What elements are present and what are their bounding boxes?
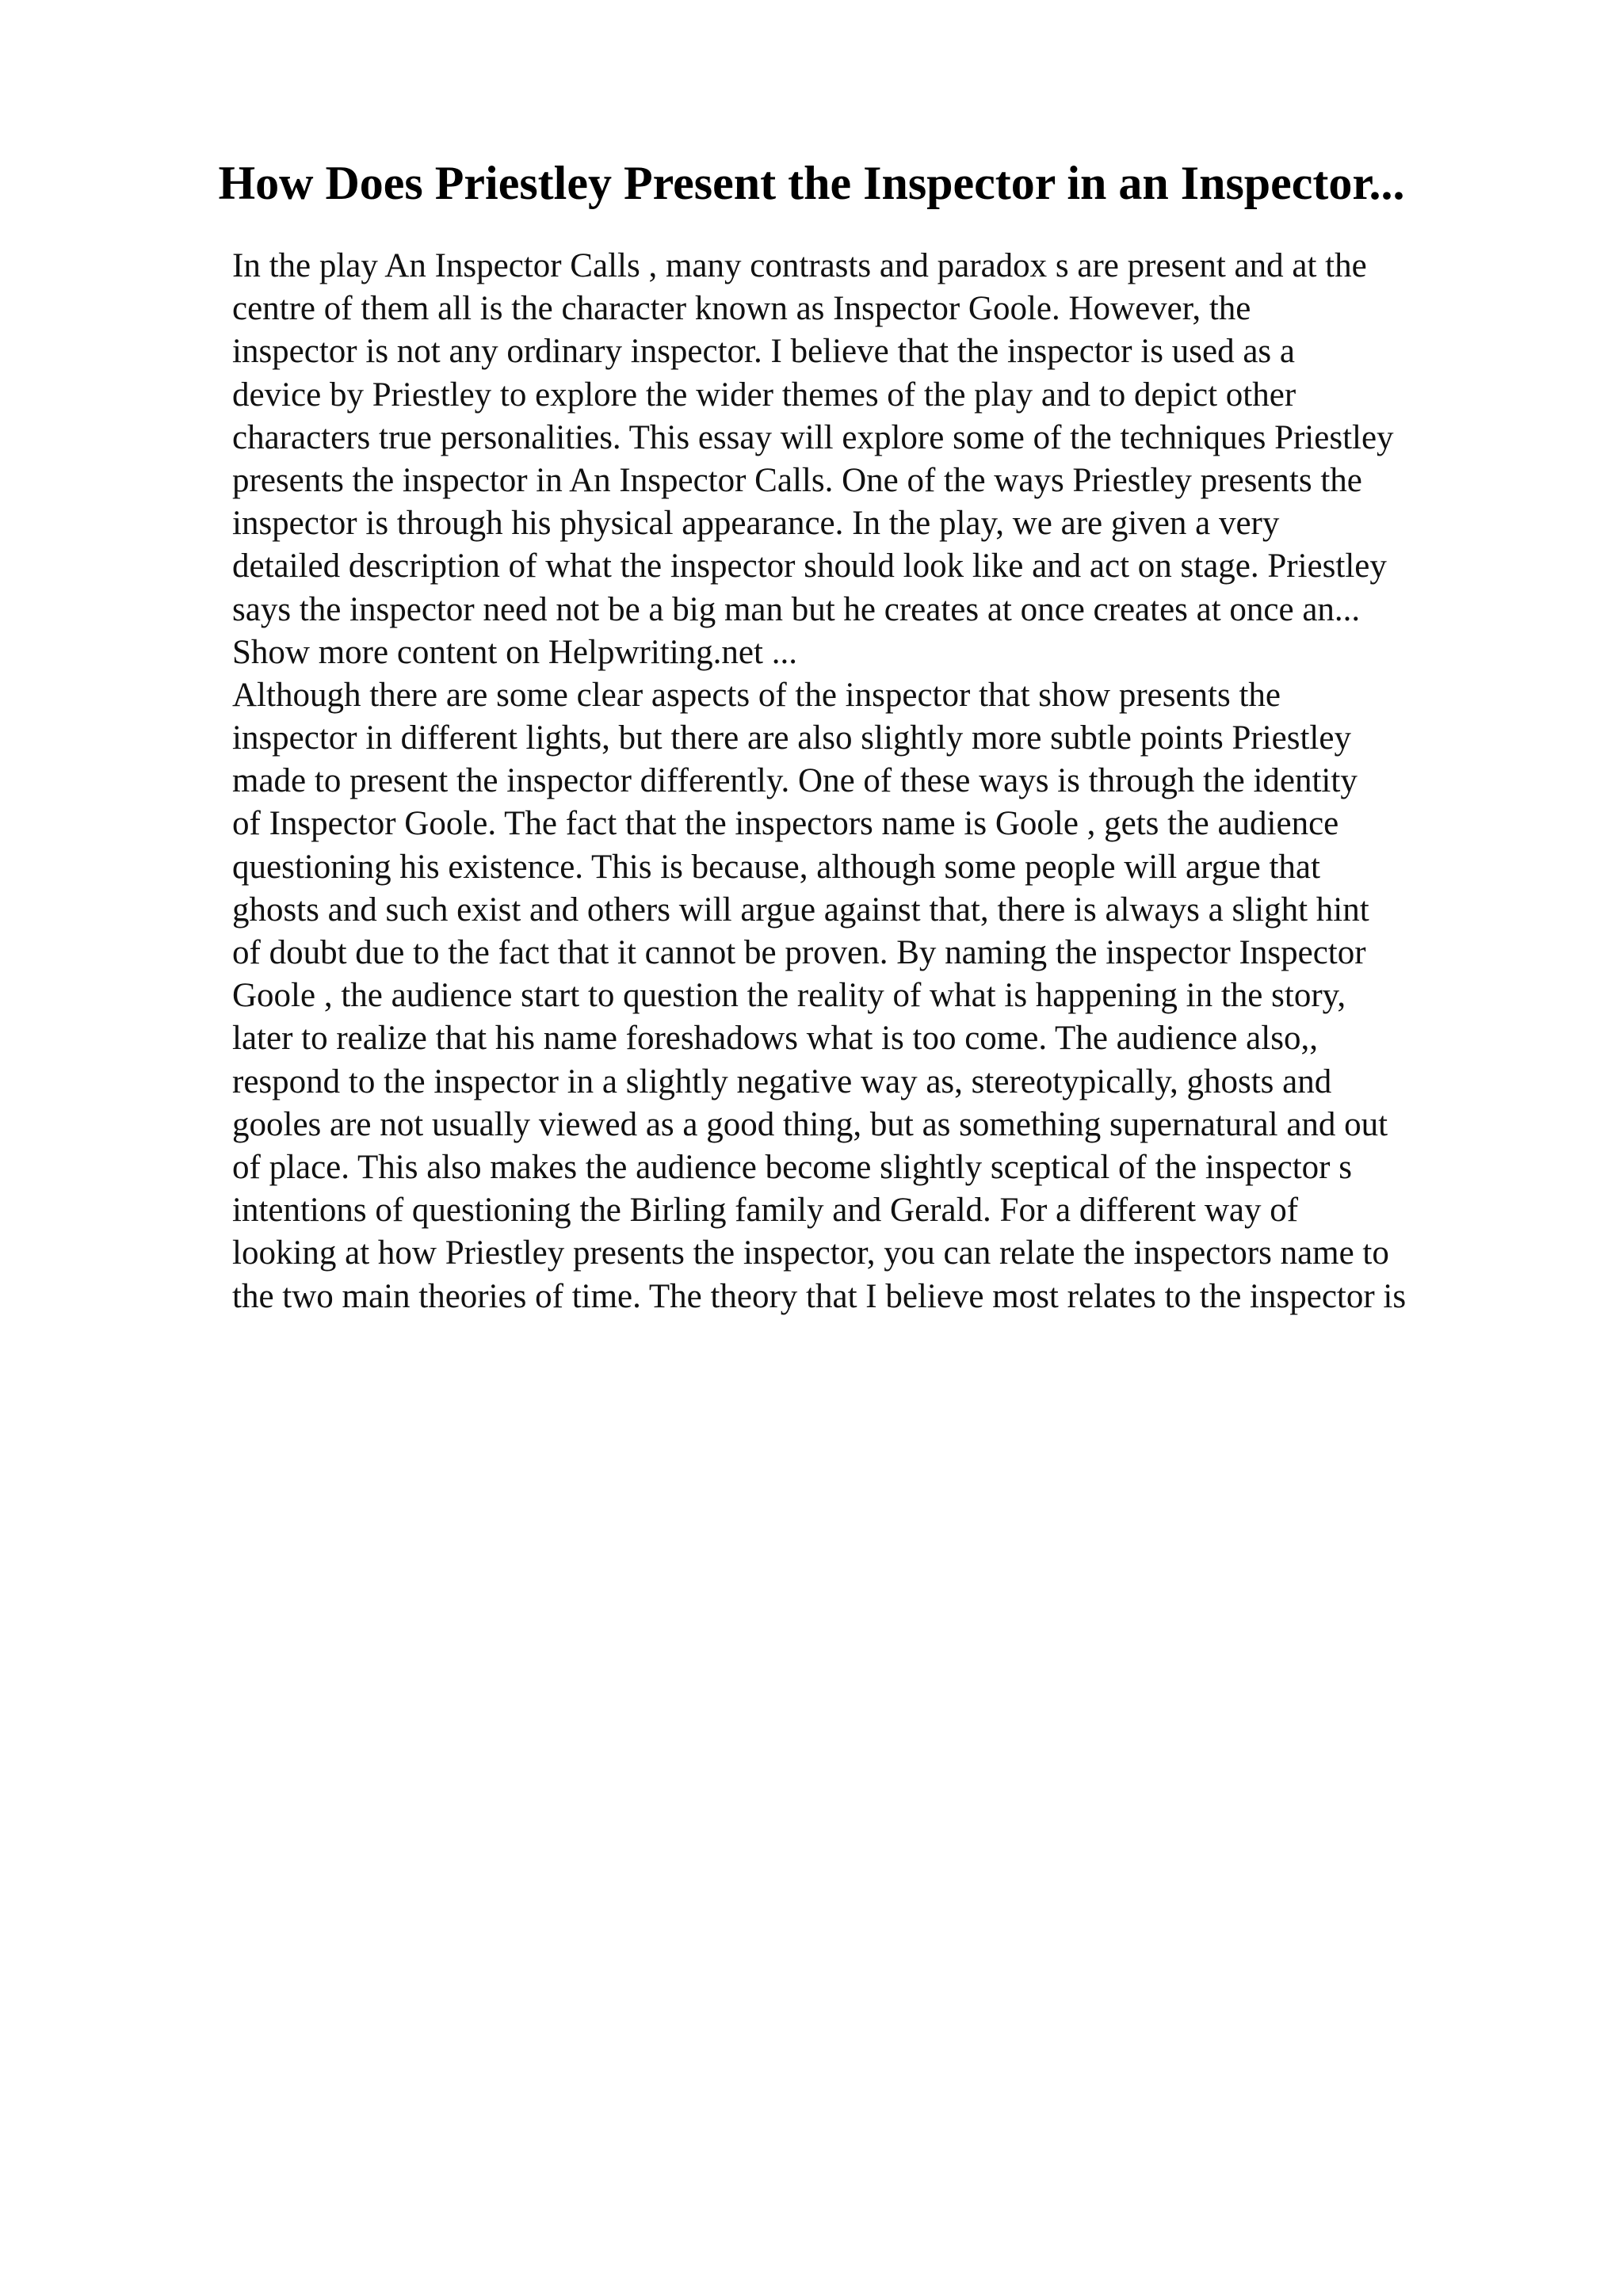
body-line: device by Priestley to explore the wider themes of the play and to depict other [232,376,1296,414]
body-line: In the play An Inspector Calls , many contrasts and paradox s are present and at the [232,247,1367,284]
body-line: Although there are some clear aspects of the inspector that show presents the [232,676,1281,714]
body-line: looking at how Priestley presents the inspector, you can relate the inspectors name to [232,1234,1389,1272]
body-line: made to present the inspector differently. One of these ways is through the identity [232,762,1358,800]
body-line: ghosts and such exist and others will argue against that, there is always a slight hint [232,891,1369,929]
body-line: the two main theories of time. The theory that I believe most relates to the inspector is [232,1277,1407,1315]
show-more-link[interactable]: Show more content on Helpwriting.net ... [232,633,797,671]
body-line: of doubt due to the fact that it cannot be proven. By naming the inspector Inspector [232,934,1366,971]
body-line: Goole , the audience start to question the reality of what is happening in the story, [232,977,1346,1015]
body-line: intentions of questioning the Birling family and Gerald. For a different way of [232,1192,1299,1230]
body-line: centre of them all is the character known as Inspector Goole. However, the [232,290,1251,328]
body-line: presents the inspector in An Inspector Calls. One of the ways Priestley presents the [232,461,1362,499]
body-line: respond to the inspector in a slightly negative way as, stereotypically, ghosts and [232,1062,1332,1100]
body-line: inspector in different lights, but there are also slightly more subtle points Priestley [232,719,1351,757]
body-line: inspector is not any ordinary inspector. I believe that the inspector is used as a [232,333,1295,371]
body-line: questioning his existence. This is because, although some people will argue that [232,848,1320,886]
body-line: later to realize that his name foreshadows what is too come. The audience also,, [232,1020,1318,1058]
document-body [232,245,1516,1318]
body-line: detailed description of what the inspector should look like and act on stage. Priestley [232,547,1387,585]
body-line: characters true personalities. This essay will explore some of the techniques Priestley [232,418,1394,456]
body-line: gooles are not usually viewed as a good thing, but as something supernatural and out [232,1105,1388,1143]
body-line: says the inspector need not be a big man but he creates at once creates at once an... [232,590,1361,628]
body-line: inspector is through his physical appearance. In the play, we are given a very [232,505,1280,543]
document-title: How Does Priestley Present the Inspector in an Inspector... [218,157,1405,209]
body-line: of place. This also makes the audience become slightly sceptical of the inspector s [232,1148,1352,1186]
body-line: of Inspector Goole. The fact that the inspectors name is Goole , gets the audience [232,805,1339,843]
